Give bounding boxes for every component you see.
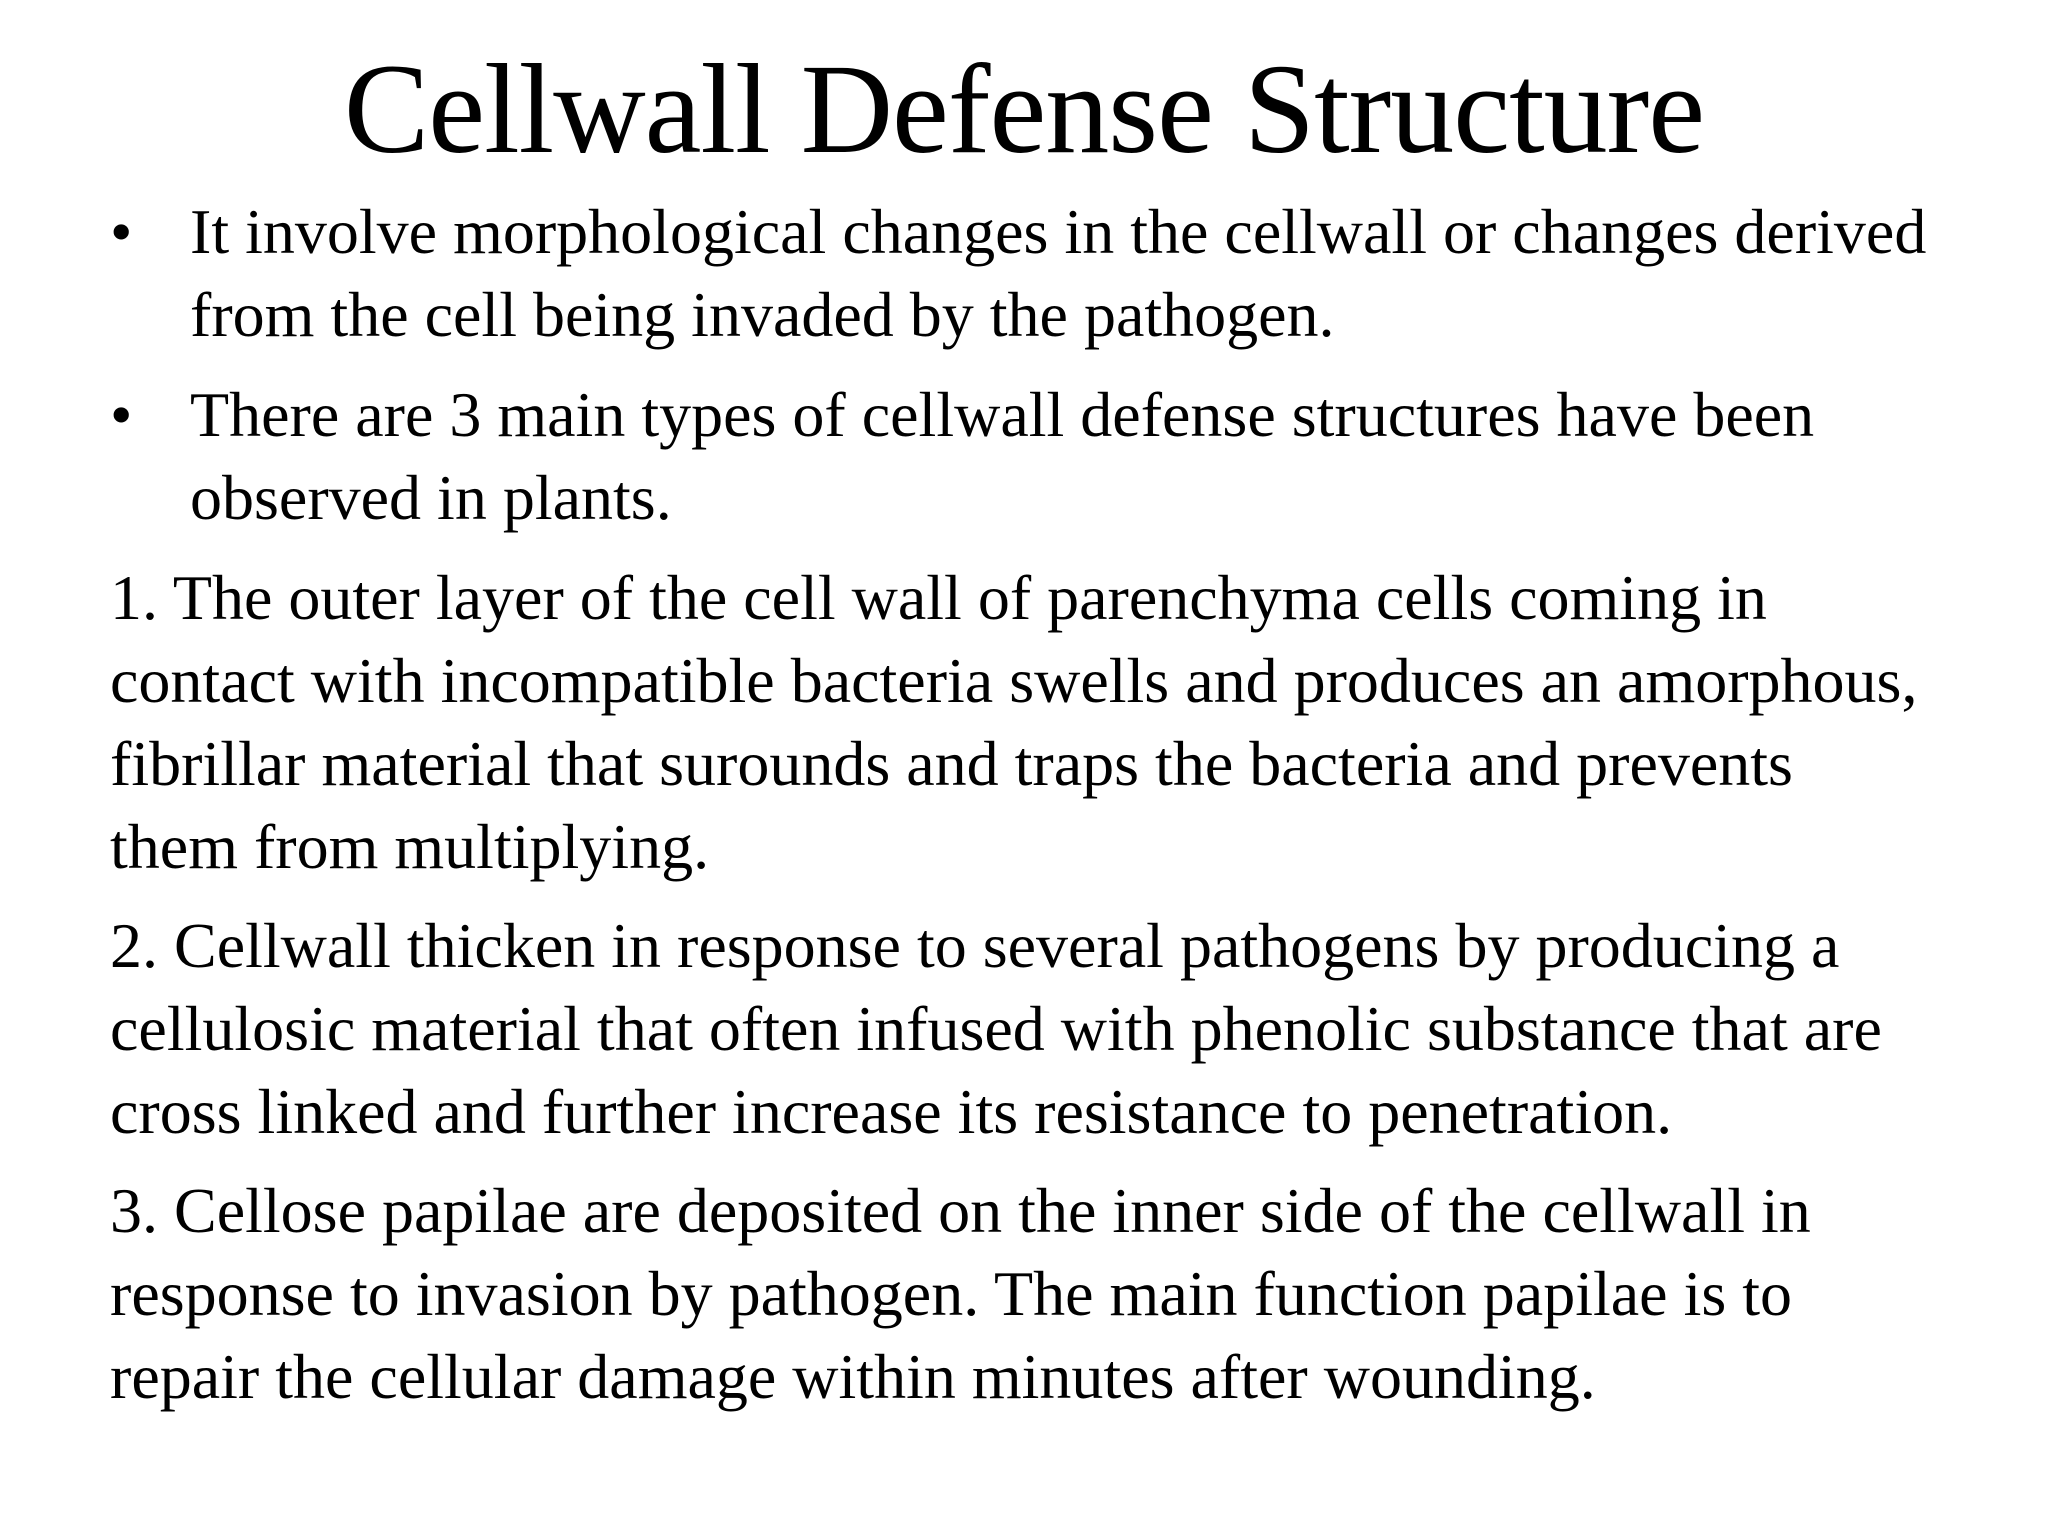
slide-title: Cellwall Defense Structure — [343, 38, 1705, 180]
bullet-item — [110, 190, 1970, 356]
numbered-list — [110, 556, 1960, 1418]
bullet-text: There are 3 main types of cellwall defense structures have been observed in plants. — [190, 379, 1815, 533]
slide-body — [110, 190, 1960, 1434]
numbered-item: 3. Cellose papilae are deposited on the inner side of the cellwall in response to invasion by pathogen. The main function papilae is to repair the cellular damage within minutes after wounding. — [110, 1175, 1811, 1412]
bullet-item — [110, 373, 1970, 539]
numbered-item: 1. The outer layer of the cell wall of parenchyma cells coming in contact with incompatible bacteria swells and produces an amorphous, fibrillar material that surounds and traps the bacteria and prevents them from multiplying. — [110, 562, 1918, 882]
bullet-list — [110, 190, 1960, 539]
bullet-dot-icon: • — [110, 379, 133, 450]
bullet-dot-icon: • — [110, 196, 133, 267]
numbered-item: 2. Cellwall thicken in response to several pathogens by producing a cellulosic material that often infused with phenolic substance that are cross linked and further increase its resistance to penetration. — [110, 910, 1882, 1147]
bullet-text: It involve morphological changes in the cellwall or changes derived from the cell being invaded by the pathogen. — [190, 196, 1927, 350]
